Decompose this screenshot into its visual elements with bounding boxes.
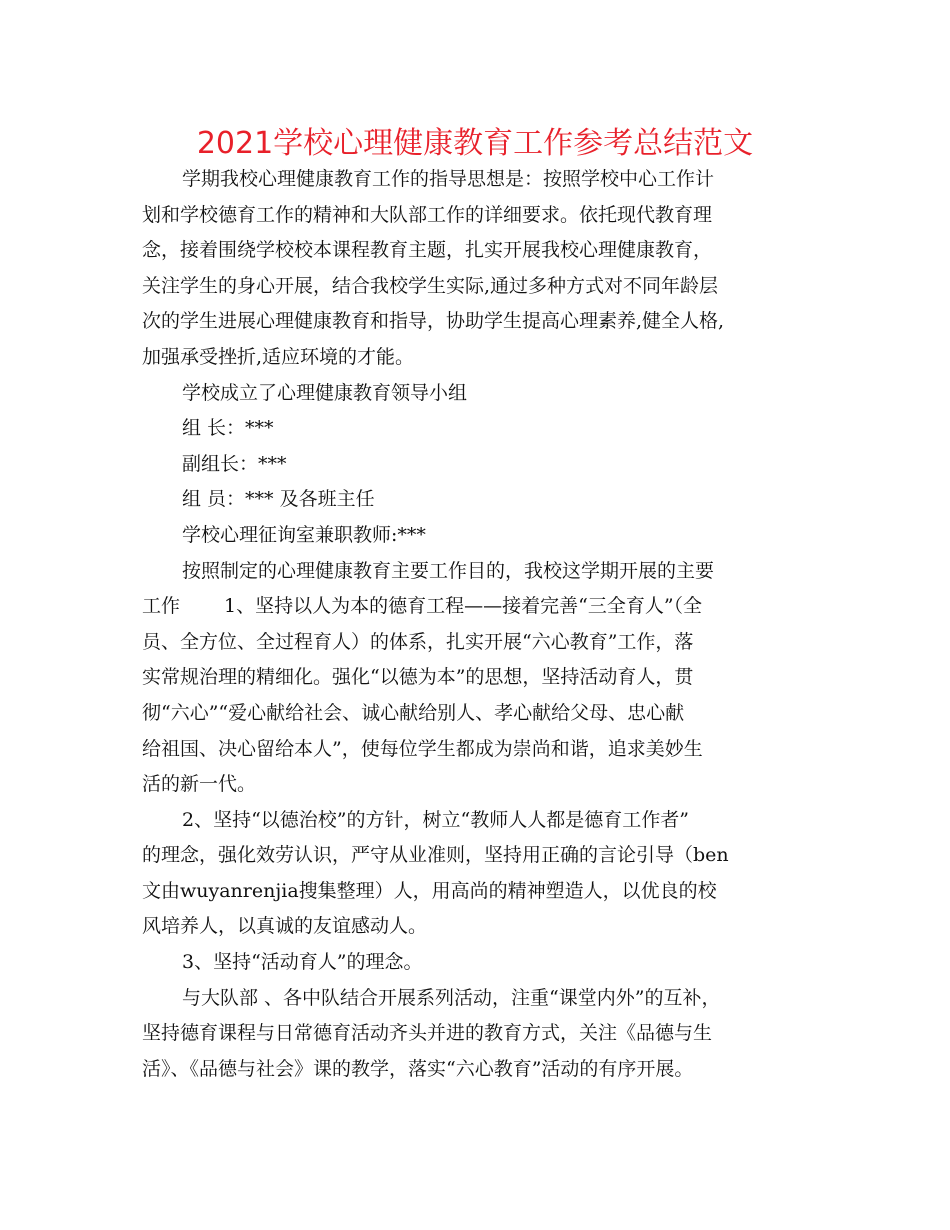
document-title: 2021学校心理健康教育工作参考总结范文: [196, 126, 754, 161]
document-body: [142, 162, 830, 1087]
paragraph-line: 实常规治理的精细化。强化“以德为本”的思想，坚持活动育人，贯: [142, 666, 694, 689]
paragraph-line: 次的学生进展心理健康教育和指导，协助学生提高心理素养,健全人格,: [142, 310, 725, 333]
paragraph-line: 活》、《品德与社会》课的教学，落实“六心教育”活动的有序开展。: [142, 1057, 694, 1080]
paragraph-line: 2、坚持“以德治校”的方针，树立“教师人人都是德育工作者”: [182, 808, 689, 831]
paragraph-line: 风培养人，以真诚的友谊感动人。: [142, 915, 428, 938]
paragraph-line: 关注学生的身心开展，结合我校学生实际,通过多种方式对不同年龄层: [142, 274, 719, 297]
paragraph-line: 坚持德育课程与日常德育活动齐头并进的教育方式，关注《品德与生: [142, 1022, 713, 1045]
paragraph-line: 给祖国、决心留给本人”，使每位学生都成为崇尚和谐，追求美妙生: [142, 737, 703, 760]
paragraph-line: [142, 589, 830, 625]
paragraph-line: 副组长：***: [182, 452, 287, 475]
paragraph-line: 划和学校德育工作的精神和大队部工作的详细要求。依托现代教育理: [142, 203, 713, 226]
paragraph-line: 按照制定的心理健康教育主要工作目的，我校这学期开展的主要: [182, 559, 715, 582]
paragraph-line: 加强承受挫折,适应环境的才能。: [142, 345, 415, 368]
line-fragment: 1、坚持以人为本的德育工程——接着完善“三全育人”（全: [224, 595, 703, 618]
paragraph-line: 的理念，强化效劳认识，严守从业准则，坚持用正确的言论引导（ben: [142, 844, 729, 867]
paragraph-line: 3、坚持“活动育人”的理念。: [182, 951, 423, 974]
paragraph-line: 学期我校心理健康教育工作的指导思想是：按照学校中心工作计: [182, 168, 715, 190]
paragraph-line: 与大队部 、各中队结合开展系列活动，注重“课堂内外”的互补，: [182, 986, 721, 1009]
paragraph-line: 学校心理征询室兼职教师:***: [182, 523, 426, 546]
paragraph-line: 员、全方位、全过程育人）的体系，扎实开展“六心教育”工作，落: [142, 630, 694, 653]
paragraph-line: 活的新一代。: [142, 773, 257, 796]
line-fragment: 工作: [142, 595, 181, 618]
paragraph-line: 彻“六心”“爱心献给社会、诚心献给别人、孝心献给父母、忠心献: [142, 701, 685, 724]
paragraph-line: 组 长：***: [182, 417, 274, 440]
paragraph-line: 念，接着围绕学校校本课程教育主题，扎实开展我校心理健康教育，: [142, 239, 713, 262]
paragraph-line: 组 员：*** 及各班主任: [182, 488, 375, 511]
paragraph-line: 文由wuyanrenjia搜集整理）人，用高尚的精神塑造人，以优良的校: [142, 879, 717, 902]
paragraph-line: 学校成立了心理健康教育领导小组: [182, 381, 468, 404]
